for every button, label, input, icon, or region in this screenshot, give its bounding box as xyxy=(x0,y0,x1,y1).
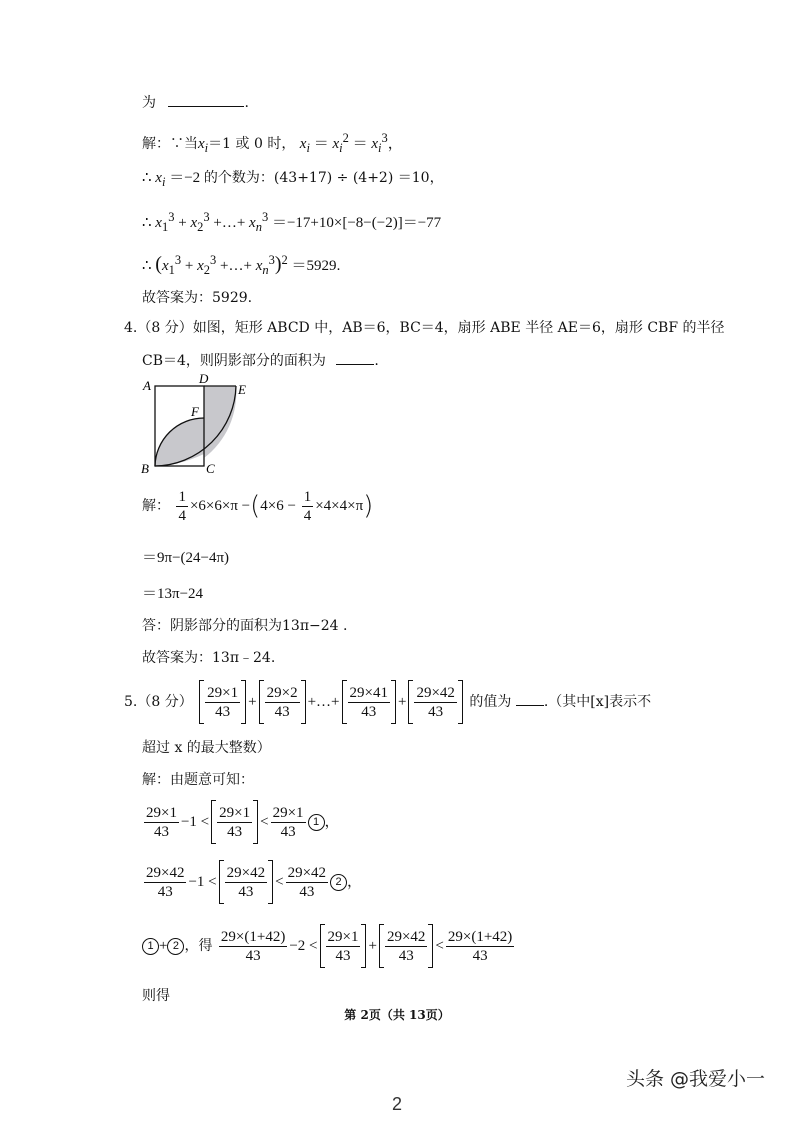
label-B: B xyxy=(141,461,149,476)
q5-statement-line1: 5.（8 分） $\frac{29\times 1}{43}$ + $\frac{29\times 2}{43}$ +…+ $\frac{29\times 41}{43}$ + $\frac{29\times 42}{43}$ 的值为 .（其中[x]表示不 xyxy=(124,680,651,724)
q4-solution-step1: 解： $\frac{1}{4}$ ×6×6×π −(4×6 − $\frac{1}{4}$ ×4×4×π) xyxy=(142,488,374,524)
circled-one-icon: 1 xyxy=(308,814,325,831)
q5-then: 则得 xyxy=(142,988,170,1004)
label-E: E xyxy=(238,382,246,397)
q3-sol-l2: 的个数为：(43+17) ÷ (4+2) ＝10， xyxy=(203,170,444,186)
q5-step3-mid: ，得 xyxy=(184,938,213,954)
q5-number: 5. xyxy=(124,694,138,710)
q3-solution-line3: ∴ $x_1^3 + x_2^3$ +…+ $x_n^3 =-17+10\times[-8-(-2)]=-77$ xyxy=(142,210,442,234)
q4-conclusion: 答：阴影部分的面积为13π−24 . xyxy=(142,618,348,634)
q4-line1: （8 分）如图，矩形 ABCD 中，AB＝6，BC＝4，扇形 ABE 半径 AE＝6，扇形 CBF 的半径 xyxy=(137,320,725,336)
q4-solution-step2: ＝9π−(24−4π) xyxy=(142,550,230,566)
label-F: F xyxy=(191,404,199,419)
q3-blank-suffix: . xyxy=(244,95,249,111)
q5-inequality-1: $\frac{29\times 1}{43}$ −1 < $\frac{29\times 1}{43}$ < $\frac{29\times 1}{43}$ 1 ， xyxy=(142,800,340,844)
q4-number: 4. xyxy=(124,320,138,336)
q5-plus: + xyxy=(159,938,168,954)
page-footer: 第 2页（共 13页） xyxy=(344,1008,450,1022)
label-D: D xyxy=(199,374,209,386)
q5-statement-line2: 超过 x 的最大整数） xyxy=(142,740,271,756)
q5-points: （8 分） xyxy=(137,694,193,710)
q3-blank-prefix: 为 xyxy=(142,95,156,111)
q5-tail2: .（其中[x]表示不 xyxy=(543,694,652,710)
q3-sol-l3: −17+10×[−8−(−2)]＝−77 xyxy=(286,215,442,231)
answer-blank xyxy=(336,350,374,365)
watermark: 头条 @我爱小一 xyxy=(626,1068,766,1090)
q3-sol-l4: ＝5929 xyxy=(291,258,337,274)
q3-solution-line4: ∴ ($x_1^3 + x_2^3$ +…+ $x_n^3)^2 =5929$. xyxy=(142,253,341,277)
q4-solution-step3: ＝13π−24 xyxy=(142,586,204,602)
answer-blank xyxy=(168,92,244,107)
q4-statement-line2 xyxy=(142,350,379,371)
circled-one-icon: 1 xyxy=(142,938,159,955)
q5-tail: 的值为 xyxy=(469,694,512,710)
label-C: C xyxy=(206,461,215,476)
circled-two-icon: 2 xyxy=(167,938,184,955)
q3-sol-l1-mid: ＝1 或 0 时， xyxy=(208,136,296,152)
q4-line2-post: . xyxy=(374,353,379,369)
q5-solution-intro: 解：由题意可知： xyxy=(142,772,254,788)
label-A: A xyxy=(143,378,151,393)
q4-sol-prefix: 解： xyxy=(142,498,170,514)
q3-sol-l1-pre: 解：∵当 xyxy=(142,136,198,152)
geometry-figure xyxy=(138,374,258,478)
q3-answer: 故答案为：5929. xyxy=(142,290,253,306)
answer-blank xyxy=(516,691,544,706)
q4-answer: 故答案为：13π﹣24. xyxy=(142,650,276,666)
q3-solution-line1: 解：∵当$x_i=1$ 或 0 时， $x_i = x_i^2 = x_i^3$， xyxy=(142,131,403,155)
q5-inequality-2: $\frac{29\times 42}{43}$ −1 < $\frac{29\times 42}{43}$ < $\frac{29\times 42}{43}$ 2 ， xyxy=(142,860,362,904)
q4-line2-pre: CB＝4，则阴影部分的面积为 xyxy=(142,353,326,369)
q5-inequality-sum: 1 + 2 ，得 $\frac{29\times(1+42)}{43}$ −2 < $\frac{29\times 1}{43}$ + $\frac{29\times 42}{43}$ < $\frac{29\times(1+42)}{43}$ xyxy=(142,924,516,968)
page-number: 2 xyxy=(391,1094,402,1114)
circled-two-icon: 2 xyxy=(330,874,347,891)
shaded-sector-ABE xyxy=(204,386,236,458)
q3-solution-line2: ∴ $x_i =-2$ 的个数为：(43+17) ÷ (4+2) ＝10， xyxy=(142,170,444,189)
q3-blank-line xyxy=(142,92,249,113)
q4-statement-line1 xyxy=(124,318,725,338)
